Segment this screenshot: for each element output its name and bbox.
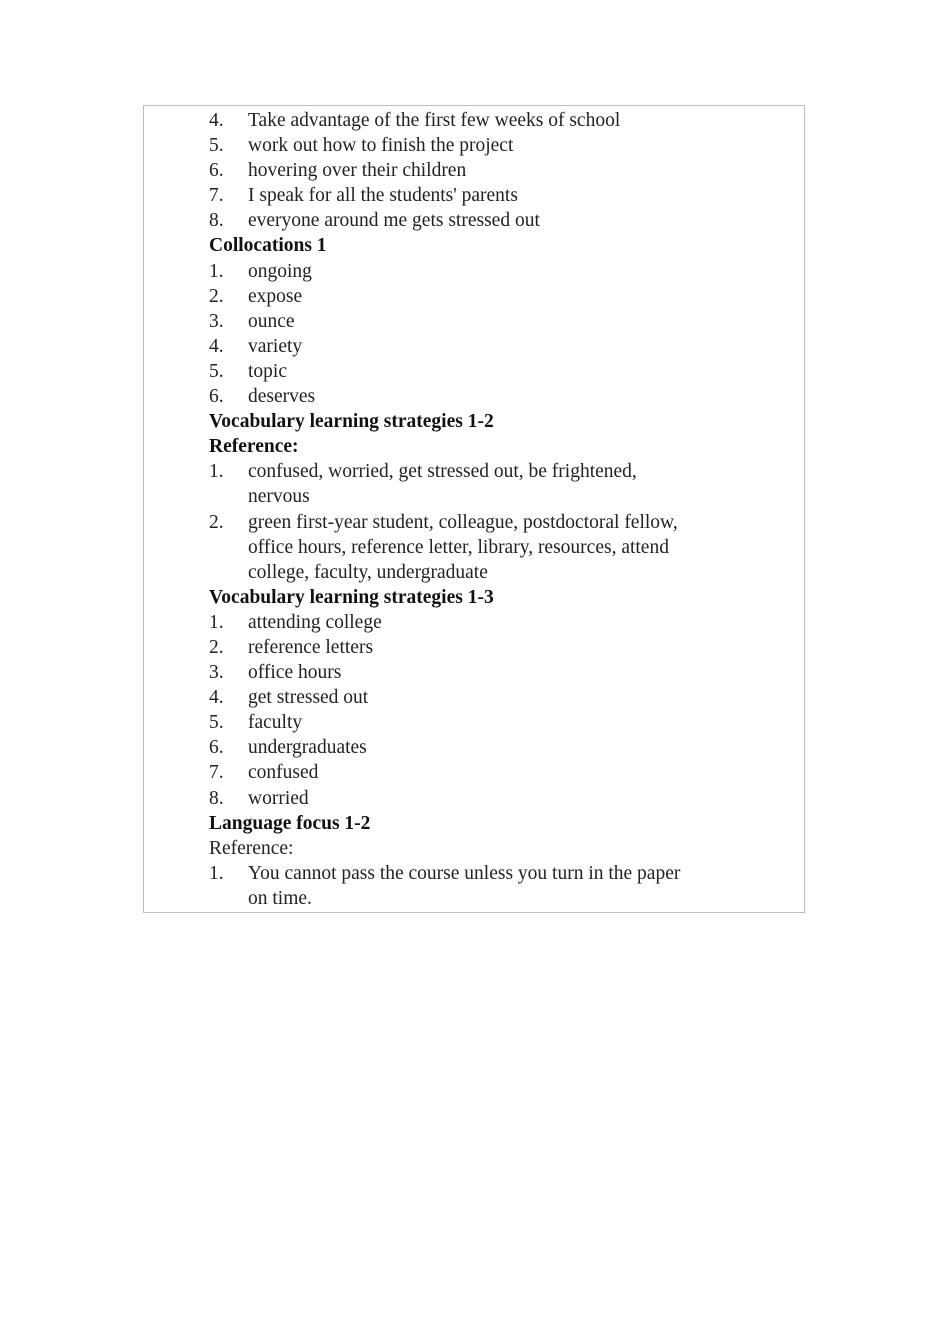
item-text: reference letters (248, 636, 374, 658)
item-text: office hours (248, 662, 342, 684)
item-number: 7. (209, 762, 224, 784)
list-item (209, 309, 769, 334)
item-number: 4. (209, 335, 224, 357)
item-text-line: on time. (248, 887, 312, 909)
item-number: 1. (209, 260, 224, 282)
list-item (209, 635, 769, 660)
list-item (209, 610, 769, 635)
item-text (248, 861, 769, 911)
item-text-line: nervous (248, 486, 310, 508)
section-heading-vocab-1-3: Vocabulary learning strategies 1-3 (209, 586, 494, 608)
item-number: 2. (209, 511, 224, 533)
list-item (209, 710, 769, 735)
item-text-line: college, faculty, undergraduate (248, 561, 488, 583)
item-number: 6. (209, 386, 224, 408)
list-item (209, 786, 769, 811)
item-number: 3. (209, 310, 224, 332)
item-text: variety (248, 335, 303, 357)
item-text: everyone around me gets stressed out (248, 210, 540, 232)
list-item (209, 384, 769, 409)
item-text-line: You cannot pass the course unless you turn in the paper (248, 862, 681, 884)
item-text: get stressed out (248, 687, 369, 709)
list-item (209, 510, 769, 585)
item-text: deserves (248, 386, 316, 408)
list-item (209, 334, 769, 359)
item-text: attending college (248, 611, 382, 633)
item-text-line: confused, worried, get stressed out, be frightened, (248, 461, 637, 483)
section-heading-collocations: Collocations 1 (209, 235, 327, 257)
item-text: ounce (248, 310, 295, 332)
item-number: 7. (209, 185, 224, 207)
list-item (209, 108, 769, 133)
list-item (209, 359, 769, 384)
list-item (209, 735, 769, 760)
item-text: hovering over their children (248, 160, 467, 182)
item-number: 4. (209, 110, 224, 131)
item-number: 1. (209, 461, 224, 483)
list-item (209, 183, 769, 208)
item-number: 2. (209, 285, 224, 307)
item-number: 4. (209, 687, 224, 709)
item-number: 6. (209, 160, 224, 182)
item-number: 6. (209, 737, 224, 759)
item-text: work out how to finish the project (248, 135, 514, 157)
reference-subheading: Reference: (209, 436, 299, 458)
item-number: 1. (209, 611, 224, 633)
list-item (209, 685, 769, 710)
item-number: 2. (209, 636, 224, 658)
list-item (209, 158, 769, 183)
item-text: ongoing (248, 260, 312, 282)
item-number: 5. (209, 135, 224, 157)
item-text-line: office hours, reference letter, library, resources, attend (248, 536, 669, 558)
answer-key-content (209, 108, 769, 911)
item-text: Take advantage of the first few weeks of school (248, 110, 621, 131)
item-text: undergraduates (248, 737, 367, 759)
item-text: faculty (248, 712, 303, 734)
item-text: topic (248, 360, 287, 382)
list-item (209, 459, 769, 509)
section-heading-language-focus: Language focus 1-2 (209, 812, 371, 834)
item-text: I speak for all the students' parents (248, 185, 518, 207)
list-item (209, 133, 769, 158)
section-heading-vocab-1-2: Vocabulary learning strategies 1-2 (209, 411, 494, 433)
item-number: 5. (209, 360, 224, 382)
list-item (209, 284, 769, 309)
item-number: 5. (209, 712, 224, 734)
list-item (209, 760, 769, 785)
item-text: confused (248, 762, 319, 784)
reference-label: Reference: (209, 837, 294, 859)
item-number: 8. (209, 210, 224, 232)
item-number: 8. (209, 787, 224, 809)
item-text: worried (248, 787, 309, 809)
list-item (209, 861, 769, 911)
item-text-line: green first-year student, colleague, postdoctoral fellow, (248, 511, 678, 533)
item-number: 3. (209, 662, 224, 684)
list-item (209, 208, 769, 233)
item-number: 1. (209, 862, 224, 884)
list-item (209, 660, 769, 685)
list-item (209, 259, 769, 284)
item-text (248, 510, 769, 585)
item-text: expose (248, 285, 303, 307)
item-text (248, 459, 769, 509)
